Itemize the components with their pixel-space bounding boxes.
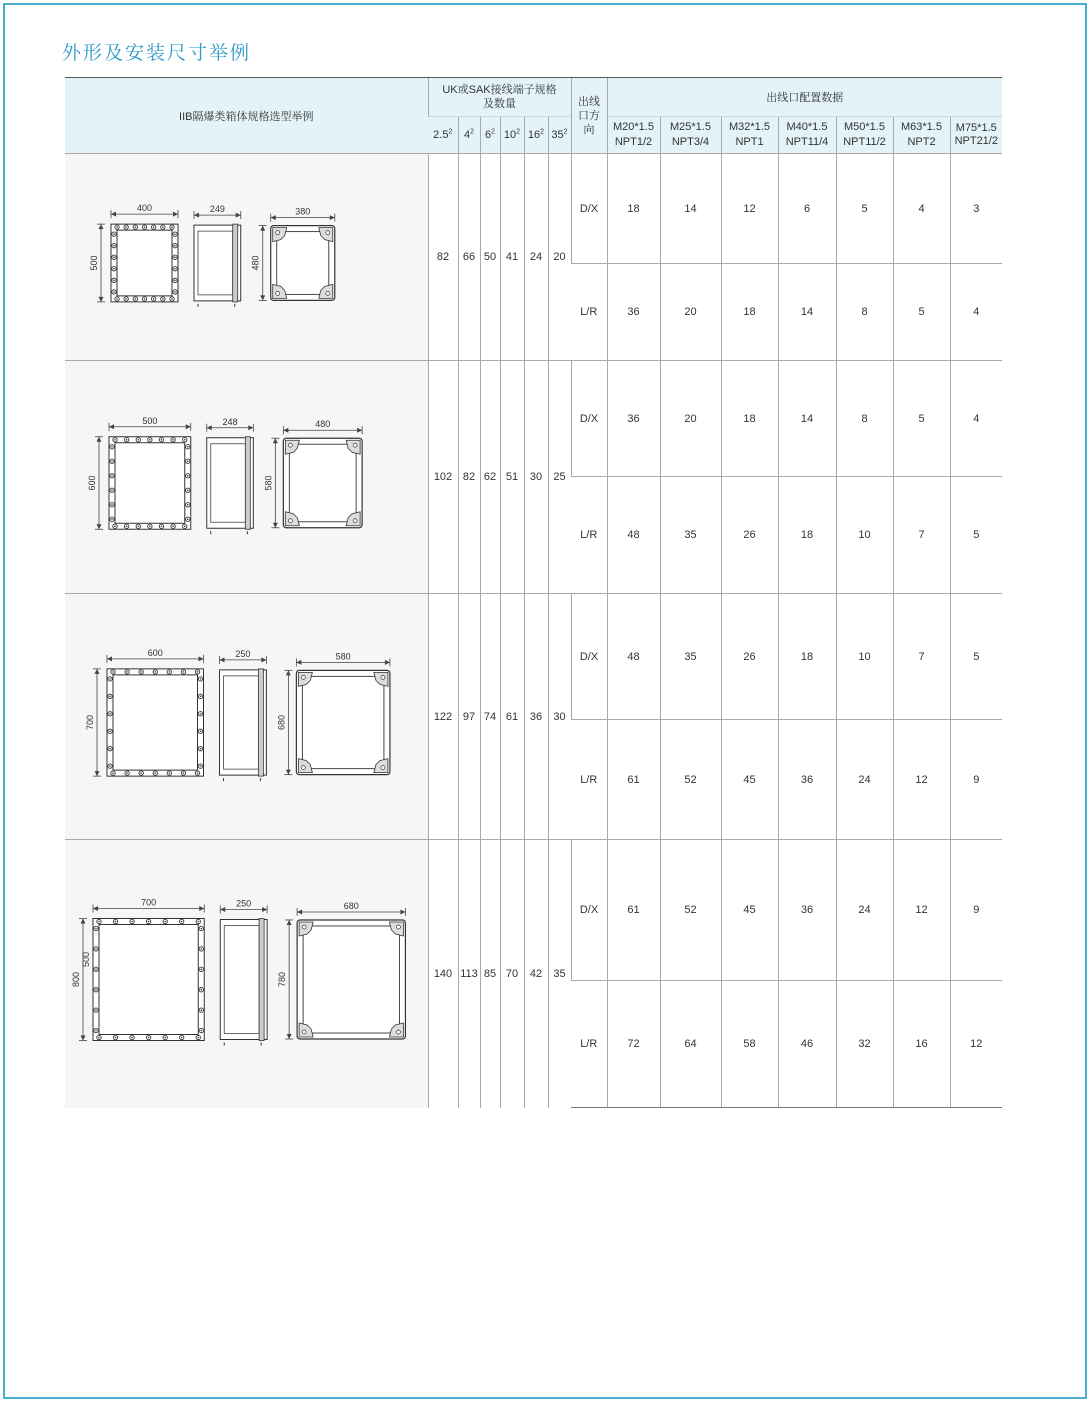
- terminal-count: 82: [458, 361, 480, 594]
- entry-count: 26: [721, 477, 778, 594]
- terminal-count: 20: [548, 154, 571, 361]
- entry-npt: NPT2: [907, 136, 936, 148]
- front-view: [71, 898, 204, 1041]
- header-terminal-size: [428, 117, 458, 154]
- terminal-count: 140: [428, 840, 458, 1108]
- entry-count: 36: [778, 840, 836, 981]
- entry-count: 72: [607, 981, 660, 1108]
- front-height-label: 800: [71, 972, 81, 988]
- terminal-count: 82: [428, 154, 458, 361]
- side-width-label: 250: [236, 898, 252, 909]
- header-entry: [721, 117, 778, 154]
- terminal-count: 70: [500, 840, 524, 1108]
- header-main: IIB隔爆类箱体规格选型举例: [65, 78, 428, 154]
- entry-count: 4: [893, 154, 950, 264]
- terminal-size-exponent: 2: [491, 128, 496, 136]
- terminal-size-base: 10: [503, 129, 517, 141]
- entry-count: 4: [950, 361, 1002, 477]
- side-view: [207, 417, 254, 535]
- front-width-label: 400: [136, 203, 153, 214]
- entry-count: 5: [950, 477, 1002, 594]
- terminal-count: 51: [500, 361, 524, 594]
- entry-count: 35: [660, 594, 721, 720]
- terminal-count: 42: [524, 840, 548, 1108]
- front-view: [89, 203, 178, 302]
- terminal-size-exponent: 2: [470, 128, 475, 136]
- terminal-size-exponent: 2: [448, 128, 453, 136]
- terminal-count: 97: [458, 594, 480, 840]
- direction-label: L/R: [571, 981, 607, 1108]
- header-terminal-text: UK或SAK接线端子规格及数量: [442, 84, 557, 110]
- header-terminal-size: [480, 117, 500, 154]
- entry-count: 61: [607, 720, 660, 840]
- extra-height-label: 500: [81, 952, 91, 968]
- header-entry: [778, 117, 836, 154]
- entry-count: 12: [893, 840, 950, 981]
- header-terminal-size: [524, 117, 548, 154]
- front-width-label: 600: [147, 647, 163, 658]
- back-width-label: 580: [335, 651, 351, 662]
- entry-thread: M40*1.5: [786, 121, 828, 133]
- front-width-label: 500: [142, 415, 158, 426]
- entry-count: 18: [721, 264, 778, 361]
- entry-count: 6: [778, 154, 836, 264]
- terminal-count: 113: [458, 840, 480, 1108]
- terminal-size-exponent: 2: [563, 128, 568, 136]
- entry-count: 18: [778, 594, 836, 720]
- entry-count: 9: [950, 720, 1002, 840]
- back-width-label: 480: [315, 419, 331, 430]
- direction-label: L/R: [571, 477, 607, 594]
- side-width-label: 249: [209, 204, 225, 215]
- entry-count: 8: [836, 361, 893, 477]
- table-row: [65, 840, 1002, 981]
- table-row: [65, 154, 1002, 264]
- table-row: [65, 594, 1002, 720]
- terminal-count: 61: [500, 594, 524, 840]
- header-terminal-size: [548, 117, 571, 154]
- header-entry: [660, 117, 721, 154]
- direction-label: L/R: [571, 264, 607, 361]
- header-terminal: [428, 78, 571, 117]
- front-view: [85, 648, 204, 776]
- header-direction-text: 出线口方向: [578, 95, 600, 136]
- entry-count: 48: [607, 594, 660, 720]
- entry-count: 61: [607, 840, 660, 981]
- entry-npt: NPT11/4: [785, 136, 829, 148]
- enclosure-drawing-svg: [65, 594, 428, 839]
- entry-count: 8: [836, 264, 893, 361]
- terminal-size-exponent: 2: [540, 128, 545, 136]
- side-view: [220, 899, 267, 1046]
- direction-label: L/R: [571, 720, 607, 840]
- entry-count: 45: [721, 840, 778, 981]
- entry-count: 26: [721, 594, 778, 720]
- terminal-count: 122: [428, 594, 458, 840]
- entry-count: 5: [893, 264, 950, 361]
- direction-label: D/X: [571, 594, 607, 720]
- entry-count: 48: [607, 477, 660, 594]
- terminal-count: 30: [548, 594, 571, 840]
- enclosure-drawing: [65, 361, 428, 594]
- terminal-size-base: 6: [484, 129, 492, 141]
- mounting-view: [277, 901, 405, 1039]
- enclosure-drawing: [65, 154, 428, 361]
- terminal-count: 41: [500, 154, 524, 361]
- entry-count: 12: [721, 154, 778, 264]
- terminal-count: 35: [548, 840, 571, 1108]
- back-height-label: 680: [276, 714, 287, 731]
- terminal-count: 62: [480, 361, 500, 594]
- front-height-label: 700: [85, 714, 95, 731]
- header-config: 出线口配置数据: [607, 78, 1002, 117]
- entry-count: 5: [893, 361, 950, 477]
- entry-count: 35: [660, 477, 721, 594]
- mounting-view: [263, 419, 362, 528]
- terminal-size-exponent: 2: [516, 128, 521, 136]
- terminal-count: 30: [524, 361, 548, 594]
- mounting-view: [251, 207, 335, 301]
- terminal-count: 24: [524, 154, 548, 361]
- terminal-size-base: 35: [551, 129, 564, 141]
- entry-count: 12: [893, 720, 950, 840]
- terminal-count: 50: [480, 154, 500, 361]
- front-height-label: 600: [87, 475, 97, 491]
- entry-count: 14: [778, 264, 836, 361]
- entry-count: 64: [660, 981, 721, 1108]
- entry-npt: NPT11/2: [843, 136, 886, 148]
- entry-count: 45: [721, 720, 778, 840]
- back-height-label: 780: [277, 972, 288, 988]
- entry-count: 20: [660, 361, 721, 477]
- entry-count: 10: [836, 477, 893, 594]
- entry-count: 5: [836, 154, 893, 264]
- entry-count: 52: [660, 720, 721, 840]
- entry-npt: NPT1: [735, 136, 764, 148]
- header-terminal-size: [458, 117, 480, 154]
- front-height-label: 500: [89, 255, 99, 271]
- entry-count: 36: [607, 361, 660, 477]
- enclosure-drawing: [65, 840, 428, 1108]
- entry-thread: M63*1.5: [901, 121, 942, 133]
- entry-count: 36: [778, 720, 836, 840]
- back-width-label: 680: [343, 901, 359, 912]
- terminal-size-base: 4: [463, 129, 471, 141]
- entry-count: 4: [950, 264, 1002, 361]
- entry-thread: M75*1.5: [955, 122, 997, 134]
- entry-thread: M32*1.5: [729, 121, 770, 133]
- header-entry: [893, 117, 950, 154]
- direction-label: D/X: [571, 361, 607, 477]
- header-entry: [607, 117, 660, 154]
- back-height-label: 480: [250, 255, 261, 271]
- front-view: [87, 416, 191, 530]
- spec-table: [65, 77, 1002, 1108]
- entry-count: 12: [950, 981, 1002, 1108]
- entry-count: 5: [950, 594, 1002, 720]
- direction-label: D/X: [571, 154, 607, 264]
- entry-count: 7: [893, 477, 950, 594]
- enclosure-drawing: [65, 594, 428, 840]
- terminal-size-base: 2.5: [433, 129, 449, 141]
- header-entry: [950, 117, 1002, 154]
- entry-count: 18: [721, 361, 778, 477]
- side-width-label: 248: [222, 416, 238, 427]
- terminal-count: 102: [428, 361, 458, 594]
- side-view: [220, 649, 267, 781]
- terminal-count: 36: [524, 594, 548, 840]
- entry-count: 46: [778, 981, 836, 1108]
- entry-count: 14: [778, 361, 836, 477]
- entry-count: 7: [893, 594, 950, 720]
- terminal-count: 66: [458, 154, 480, 361]
- entry-thread: M25*1.5: [670, 121, 711, 133]
- side-width-label: 250: [235, 648, 251, 659]
- enclosure-drawing-svg: [65, 840, 428, 1107]
- entry-count: 18: [607, 154, 660, 264]
- entry-npt: NPT1/2: [614, 136, 653, 148]
- entry-count: 20: [660, 264, 721, 361]
- entry-count: 14: [660, 154, 721, 264]
- entry-count: 36: [607, 264, 660, 361]
- mounting-view: [276, 651, 390, 774]
- terminal-count: 74: [480, 594, 500, 840]
- page-title: 外形及安装尺寸举例: [62, 42, 252, 64]
- entry-count: 24: [836, 720, 893, 840]
- enclosure-drawing-svg: [65, 361, 428, 593]
- header-entry: [836, 117, 893, 154]
- entry-count: 16: [893, 981, 950, 1108]
- table-row: [65, 361, 1002, 477]
- entry-thread: M20*1.5: [613, 121, 654, 133]
- direction-label: D/X: [571, 840, 607, 981]
- entry-count: 3: [950, 154, 1002, 264]
- entry-count: 18: [778, 477, 836, 594]
- entry-count: 24: [836, 840, 893, 981]
- entry-count: 10: [836, 594, 893, 720]
- entry-count: 32: [836, 981, 893, 1108]
- terminal-count: 25: [548, 361, 571, 594]
- header-row-top: [65, 78, 1002, 117]
- entry-count: 58: [721, 981, 778, 1108]
- entry-npt: NPT3/4: [671, 136, 710, 148]
- front-width-label: 700: [141, 897, 157, 908]
- back-height-label: 580: [263, 475, 274, 491]
- entry-thread: M50*1.5: [844, 121, 885, 133]
- side-view: [194, 204, 241, 307]
- entry-count: 9: [950, 840, 1002, 981]
- header-terminal-size: [500, 117, 524, 154]
- entry-npt: NPT21/2: [954, 135, 998, 147]
- entry-count: 52: [660, 840, 721, 981]
- terminal-count: 85: [480, 840, 500, 1108]
- enclosure-drawing-svg: [65, 154, 428, 360]
- header-direction: [571, 78, 607, 154]
- terminal-size-base: 16: [527, 129, 541, 141]
- back-width-label: 380: [295, 206, 311, 217]
